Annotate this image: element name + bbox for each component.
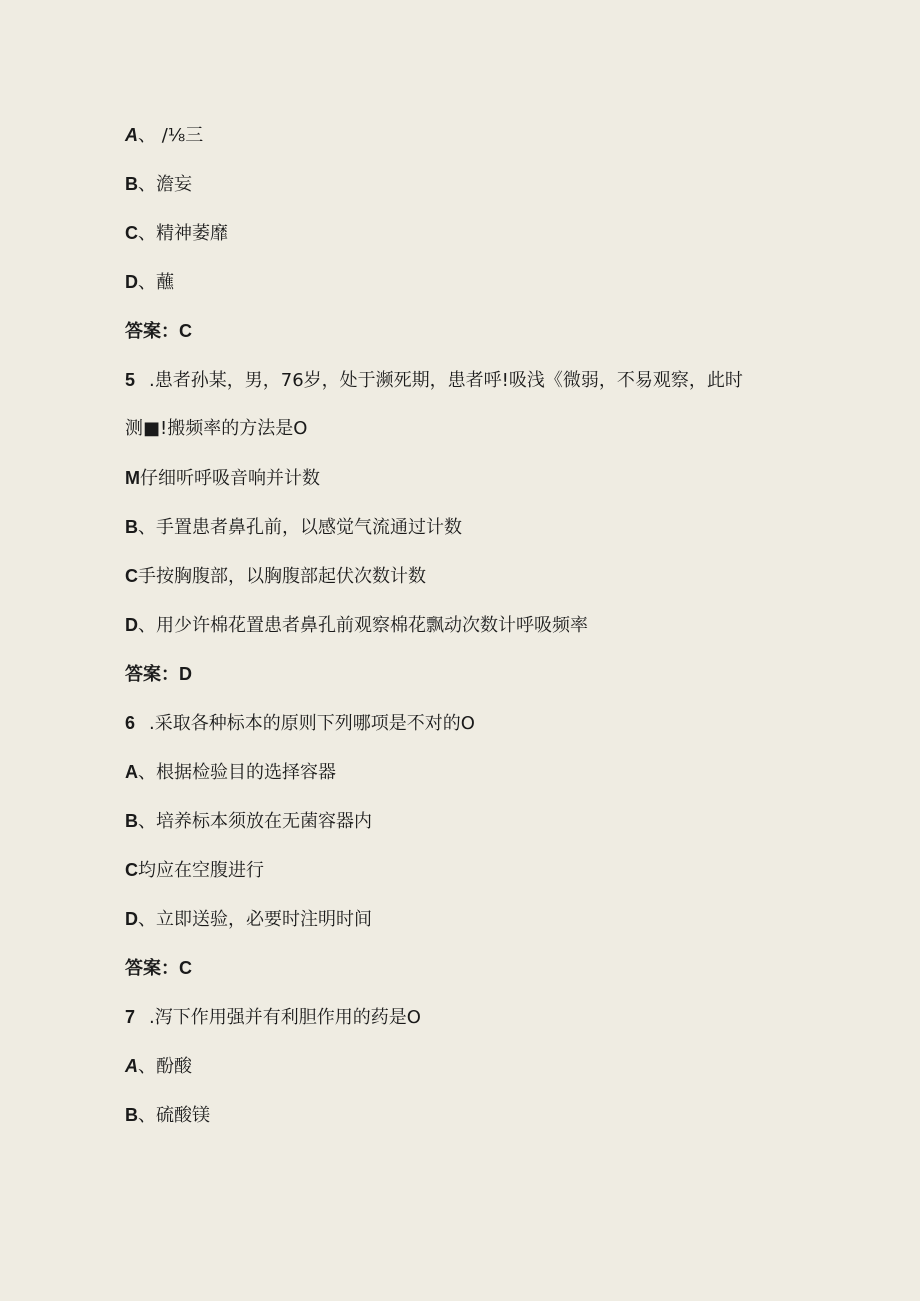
option-text: 手按胸腹部，以胸腹部起伏次数计数 xyxy=(138,566,426,587)
question-5-line xyxy=(125,368,743,393)
option-letter: M xyxy=(125,468,140,488)
option-c-line xyxy=(125,221,228,246)
option-text: 、用少许棉花置患者鼻孔前观察棉花飘动次数计呼吸频率 xyxy=(138,615,588,636)
option-text: 、培养标本须放在无菌容器内 xyxy=(138,811,372,832)
option-text: 、根据检验目的选择容器 xyxy=(138,762,336,783)
option-d-line xyxy=(125,907,372,932)
option-letter: C xyxy=(125,223,138,243)
option-c-line xyxy=(125,564,426,589)
option-text: 仔细听呼吸音响并计数 xyxy=(140,468,320,489)
question-6-line xyxy=(125,711,475,736)
question-text: .患者孙某，男，76岁，处于濒死期，患者呼!吸浅《微弱，不易观察，此时 xyxy=(149,370,743,391)
option-text: 、精神萎靡 xyxy=(138,223,228,244)
option-text: 、澹妄 xyxy=(138,174,192,195)
option-d-line xyxy=(125,270,174,295)
question-5-continuation xyxy=(125,417,307,441)
option-letter: A xyxy=(125,762,138,782)
option-a-line xyxy=(125,123,203,148)
question-text: 测■!搬频率的方法是O xyxy=(125,418,308,439)
question-text: .泻下作用强并有利胆作用的药是O xyxy=(149,1007,421,1028)
option-text: 、 /⅛三 xyxy=(138,125,204,146)
option-text: 、酚酸 xyxy=(138,1056,192,1077)
option-a-line xyxy=(125,1054,192,1079)
option-b-line xyxy=(125,1103,210,1128)
option-letter: A xyxy=(125,125,138,145)
answer-line xyxy=(125,319,192,344)
option-letter: B xyxy=(125,811,138,831)
option-a-line xyxy=(125,760,336,785)
answer-text: 答案：C xyxy=(125,958,192,978)
option-letter: A xyxy=(125,1056,138,1076)
option-letter: D xyxy=(125,272,138,292)
option-letter: B xyxy=(125,517,138,537)
option-text: 、蘸 xyxy=(138,272,174,293)
option-text: 、立即送验，必要时注明时间 xyxy=(138,909,372,930)
option-letter: B xyxy=(125,174,138,194)
option-b-line xyxy=(125,809,372,834)
answer-text: 答案：C xyxy=(125,321,192,341)
option-b-line xyxy=(125,172,192,197)
answer-line xyxy=(125,662,192,687)
option-letter: B xyxy=(125,1105,138,1125)
question-number: 6 xyxy=(125,713,136,733)
answer-line xyxy=(125,956,192,981)
question-number: 7 xyxy=(125,1007,136,1027)
option-c-line xyxy=(125,858,264,883)
option-text: 、手置患者鼻孔前，以感觉气流通过计数 xyxy=(138,517,462,538)
question-number: 5 xyxy=(125,370,136,390)
option-letter: D xyxy=(125,615,138,635)
option-letter: C xyxy=(125,566,138,586)
option-letter: D xyxy=(125,909,138,929)
option-text: 、硫酸镁 xyxy=(138,1105,210,1126)
option-b-line xyxy=(125,515,462,540)
question-7-line xyxy=(125,1005,421,1030)
question-text: .采取各种标本的原则下列哪项是不对的O xyxy=(149,713,475,734)
option-a-line xyxy=(125,466,320,491)
option-letter: C xyxy=(125,860,138,880)
answer-text: 答案：D xyxy=(125,664,192,684)
option-text: 均应在空腹进行 xyxy=(138,860,264,881)
option-d-line xyxy=(125,613,588,638)
